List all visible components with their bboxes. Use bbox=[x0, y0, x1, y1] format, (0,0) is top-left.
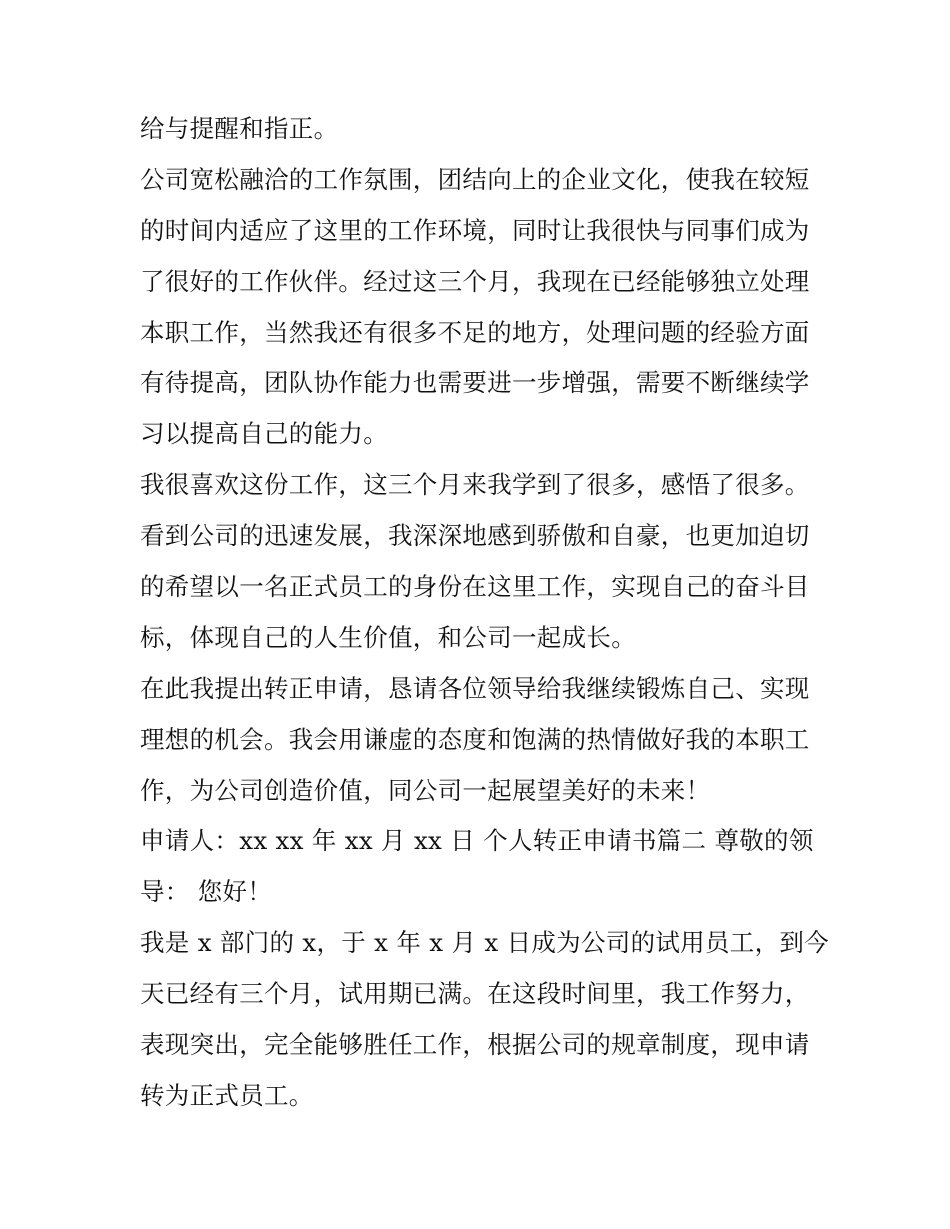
text-line: 天已经有三个月，试用期已满。在这段时间里，我工作努力， bbox=[140, 979, 810, 1009]
text-line: 表现突出，完全能够胜任工作，根据公司的规章制度，现申请 bbox=[140, 1030, 810, 1060]
text-line: 有待提高，团队协作能力也需要进一步增强，需要不断继续学 bbox=[140, 368, 810, 398]
text-line: 看到公司的迅速发展，我深深地感到骄傲和自豪，也更加迫切 bbox=[140, 521, 810, 551]
text-line: 了很好的工作伙伴。经过这三个月，我现在已经能够独立处理 bbox=[140, 266, 810, 296]
text-line: 习以提高自己的能力。 bbox=[140, 419, 388, 449]
text-line: 公司宽松融洽的工作氛围，团结向上的企业文化，使我在较短 bbox=[140, 164, 810, 194]
text-line: 本职工作，当然我还有很多不足的地方，处理问题的经验方面 bbox=[140, 317, 810, 347]
text-line: 标，体现自己的人生价值，和公司一起成长。 bbox=[140, 622, 636, 652]
text-line: 的时间内适应了这里的工作环境，同时让我很快与同事们成为 bbox=[140, 215, 810, 245]
text-line: 我是 x 部门的 x，于 x 年 x 月 x 日成为公司的试用员工，到今 bbox=[140, 928, 829, 958]
text-line: 导： 您好！ bbox=[140, 877, 273, 907]
text-line: 申请人：xx xx 年 xx 月 xx 日 个人转正申请书篇二 尊敬的领 bbox=[140, 826, 814, 856]
text-line: 我很喜欢这份工作，这三个月来我学到了很多，感悟了很多。 bbox=[140, 470, 810, 500]
text-line: 的希望以一名正式员工的身份在这里工作，实现自己的奋斗目 bbox=[140, 572, 810, 602]
text-line: 在此我提出转正申请，恳请各位领导给我继续锻炼自己、实现 bbox=[140, 673, 810, 703]
text-line: 作，为公司创造价值，同公司一起展望美好的未来！ bbox=[140, 775, 711, 805]
text-line: 转为正式员工。 bbox=[140, 1080, 314, 1110]
text-line: 理想的机会。我会用谦虚的态度和饱满的热情做好我的本职工 bbox=[140, 724, 810, 754]
document-body bbox=[140, 104, 829, 1122]
text-line: 给与提醒和指正。 bbox=[140, 114, 339, 143]
